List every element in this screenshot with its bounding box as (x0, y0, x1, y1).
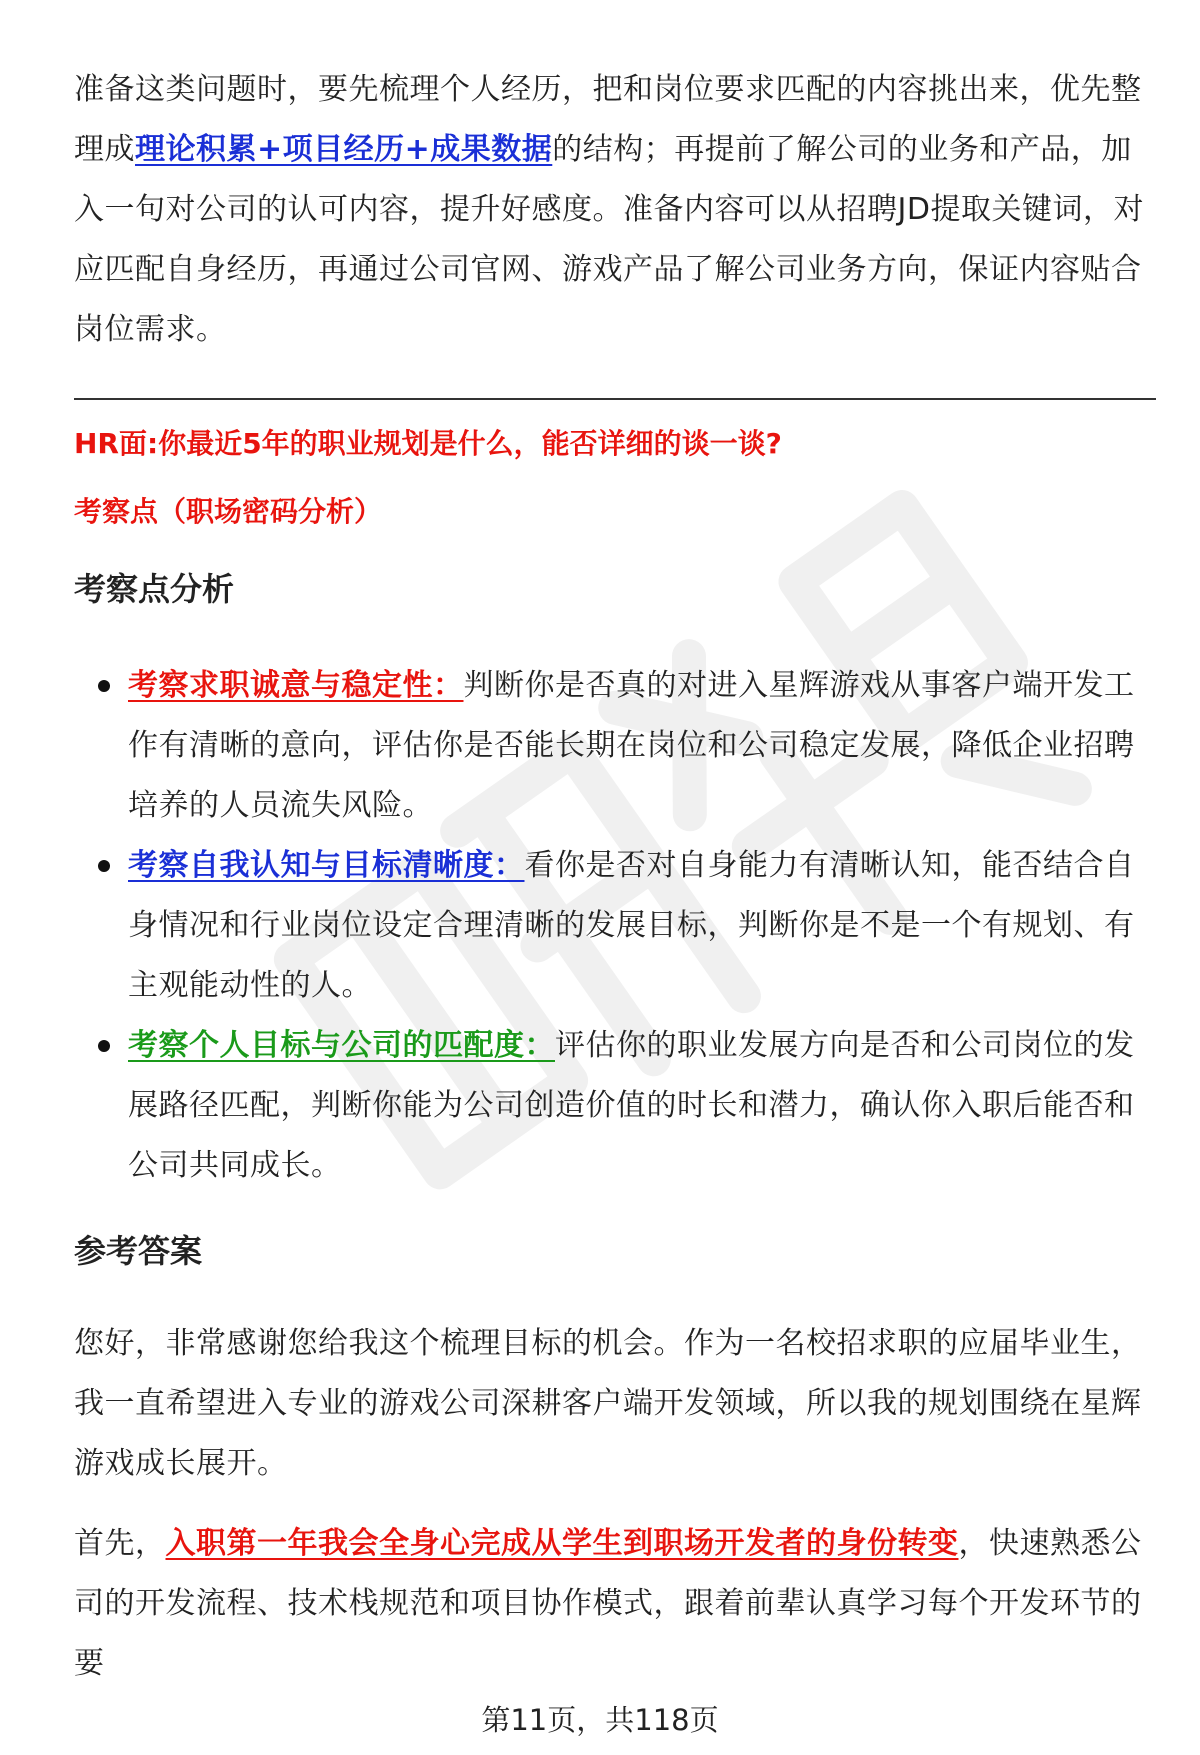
question-title: HR面:你最近5年的职业规划是什么，能否详细的谈一谈? (74, 427, 782, 460)
intro-text-2: 的结构；再提前了解公司的业务和产品，加入一句对公司的认可内容，提升好感度。准备内容可以从招聘JD提取关键词，对应匹配自身经历，再通过公司官网、游戏产品了解公司业务方向，保证内容贴合岗位需求。 (74, 132, 1144, 347)
point-label: 考察个人目标与公司的匹配度： (128, 1028, 555, 1063)
point-text: 看你是否对自身能力有清晰认知，能否结合自身情况和行业岗位设定合理清晰的发展目标，判断你是不是一个有规划、有主观能动性的人。 (128, 848, 1135, 1003)
list-item (74, 1016, 1154, 1196)
list-item (74, 836, 1154, 1016)
bullet-icon (98, 860, 110, 872)
analysis-heading: 考察点分析 (74, 570, 235, 608)
list-item (74, 656, 1154, 836)
page-number-footer: 第11页，共118页 (481, 1703, 719, 1737)
point-label: 考察求职诚意与稳定性： (128, 668, 464, 703)
point-label: 考察自我认知与目标清晰度： (128, 848, 525, 883)
intro-highlight: 理论积累+项目经历+成果数据 (135, 132, 553, 167)
point-text: 判断你是否真的对进入星辉游戏从事客户端开发工作有清晰的意向，评估你是否能长期在岗位和公司稳定发展，降低企业招聘培养的人员流失风险。 (128, 668, 1135, 823)
bullet-icon (98, 1040, 110, 1052)
intro-text-1: 准备这类问题时，要先梳理个人经历，把和岗位要求匹配的内容挑出来，优先整理成 (74, 72, 1142, 167)
answer-heading: 参考答案 (74, 1232, 203, 1270)
analysis-list (74, 656, 1154, 1196)
answer-paragraph-2 (74, 1514, 1154, 1694)
section-divider (74, 398, 1156, 400)
bullet-icon (98, 680, 110, 692)
exam-point-title: 考察点（职场密码分析） (74, 495, 383, 528)
point-text: 评估你的职业发展方向是否和公司岗位的发展路径匹配，判断你能为公司创造价值的时长和潜力，确认你入职后能否和公司共同成长。 (128, 1028, 1135, 1183)
document-body (74, 60, 1154, 1694)
answer-paragraph-1: 您好，非常感谢您给我这个梳理目标的机会。作为一名校招求职的应届毕业生，我一直希望进入专业的游戏公司深耕客户端开发领域，所以我的规划围绕在星辉游戏成长展开。 (74, 1326, 1142, 1481)
intro-paragraph (74, 60, 1154, 360)
answer-p2-end: ，快速熟悉公司的开发流程、技术栈规范和项目协作模式，跟着前辈认真学习每个开发环节的要 (74, 1526, 1142, 1681)
answer-p2-start: 首先， (74, 1526, 166, 1561)
answer-highlight: 入职第一年我会全身心完成从学生到职场开发者的身份转变 (165, 1526, 959, 1561)
